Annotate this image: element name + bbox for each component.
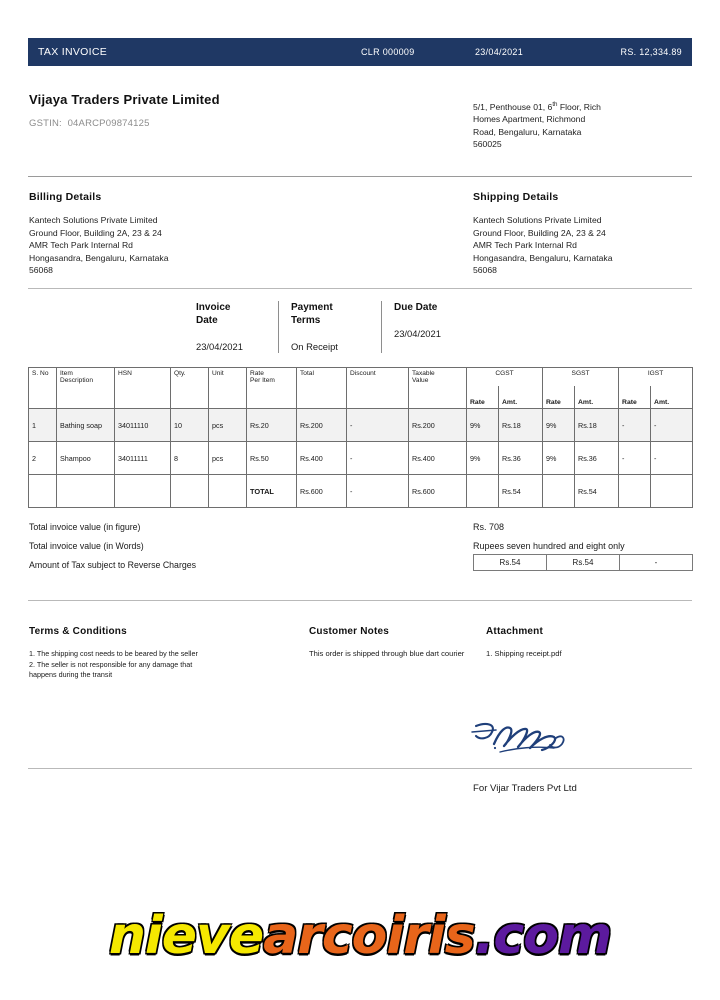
cell-cgst-amt: Rs.36	[499, 442, 543, 475]
total-cell-igst-rate	[619, 475, 651, 508]
total-cell-taxable: Rs.600	[409, 475, 467, 508]
signature-svg	[470, 718, 590, 762]
cell-sgst-amt: Rs.36	[575, 442, 619, 475]
cell-hsn: 34011111	[115, 442, 171, 475]
divider-top	[28, 176, 692, 177]
total-cell-description	[57, 475, 115, 508]
cell-total: Rs.400	[297, 442, 347, 475]
th-item-description	[57, 368, 115, 409]
summary-values	[473, 518, 625, 556]
table-row	[29, 442, 693, 475]
th-taxable-l2: Value	[412, 377, 429, 384]
th-taxable-l1: Taxable	[412, 370, 435, 377]
shipping-details-block	[473, 191, 720, 277]
th-unit: Unit	[209, 368, 247, 409]
signature-image	[470, 718, 590, 762]
reverse-charge-cgst: Rs.54	[474, 555, 547, 570]
cell-rate: Rs.20	[247, 409, 297, 442]
reverse-charges-boxes	[473, 554, 693, 571]
shipping-line2: Ground Floor, Building 2A, 23 & 24	[473, 227, 606, 238]
due-date-label-l1: Due Date	[394, 302, 438, 313]
th-sgst-amt: Amt.	[575, 386, 619, 409]
terms-line1: 1. The shipping cost needs to be beared by the seller	[29, 649, 198, 658]
table-header-group-row	[29, 368, 693, 386]
total-cell-s-no	[29, 475, 57, 508]
cell-unit: pcs	[209, 442, 247, 475]
terms-heading: Terms & Conditions	[29, 626, 127, 637]
summary-labels	[29, 518, 196, 575]
summary-label-figure: Total invoice value (in figure)	[29, 522, 141, 532]
th-igst-amt: Amt.	[651, 386, 693, 409]
cell-sgst-rate: 9%	[543, 442, 575, 475]
th-igst-rate: Rate	[619, 386, 651, 409]
cell-cgst-amt: Rs.18	[499, 409, 543, 442]
cell-total: Rs.200	[297, 409, 347, 442]
th-taxable-value	[409, 368, 467, 409]
customer-notes-text: This order is shipped through blue dart courier	[309, 649, 465, 658]
total-label: TOTAL	[247, 475, 297, 508]
terms-body	[29, 649, 289, 681]
summary-label-reverse-charges: Amount of Tax subject to Reverse Charges	[29, 560, 197, 570]
payment-terms-label-l2: Terms	[291, 315, 321, 326]
cell-taxable: Rs.200	[409, 409, 467, 442]
table-total-row	[29, 475, 693, 508]
due-date-label	[394, 301, 474, 314]
cell-sgst-rate: 9%	[543, 409, 575, 442]
cell-discount: -	[347, 442, 409, 475]
watermark-part-3: .com	[474, 906, 612, 966]
invoice-date-label-l1: Invoice	[196, 302, 231, 313]
total-cell-unit	[209, 475, 247, 508]
th-cgst-rate: Rate	[467, 386, 499, 409]
seller-address-line2: Homes Apartment, Richmond	[473, 114, 586, 125]
total-cell-cgst-rate	[467, 475, 499, 508]
billing-line2: Ground Floor, Building 2A, 23 & 24	[29, 227, 162, 238]
invoice-meta-row	[196, 301, 498, 353]
invoice-date-cell	[196, 301, 279, 353]
cell-igst-amt: -	[651, 409, 693, 442]
invoice-date-value: 23/04/2021	[196, 341, 243, 352]
th-discount: Discount	[347, 368, 409, 409]
th-item-description-l1: Item	[60, 370, 73, 377]
terms-block	[29, 626, 289, 681]
invoice-date-label	[196, 301, 266, 327]
reverse-charge-igst: -	[654, 558, 658, 567]
th-rate-l1: Rate	[250, 370, 264, 377]
cell-hsn: 34011110	[115, 409, 171, 442]
total-cell-discount: -	[347, 475, 409, 508]
cell-cgst-rate: 9%	[467, 409, 499, 442]
due-date-value: 23/04/2021	[394, 328, 441, 339]
invoice-header-amount: RS. 12,334.89	[620, 47, 682, 57]
due-date-cell	[394, 301, 486, 353]
th-s-no: S. No	[29, 368, 57, 409]
divider-signature	[28, 768, 692, 769]
invoice-header-date: 23/04/2021	[475, 47, 524, 57]
total-cell-qty	[171, 475, 209, 508]
cell-qty: 8	[171, 442, 209, 475]
seller-address-line4: 560025	[473, 139, 502, 150]
shipping-line5: 56068	[473, 265, 497, 276]
attachment-block	[486, 626, 686, 660]
seller-address-line1-post: Floor, Rich	[557, 101, 601, 112]
billing-line3: AMR Tech Park Internal Rd	[29, 240, 133, 251]
billing-address	[29, 214, 329, 277]
customer-notes-heading: Customer Notes	[309, 626, 390, 637]
table-row	[29, 409, 693, 442]
seller-gstin	[29, 118, 369, 129]
seller-address-line3: Road, Bengaluru, Karnataka	[473, 126, 582, 137]
payment-terms-label-l1: Payment	[291, 302, 333, 313]
signature-for-text: For Vijar Traders Pvt Ltd	[473, 783, 577, 794]
payment-terms-cell	[291, 301, 382, 353]
th-total: Total	[297, 368, 347, 409]
th-rate-l2: Per Item	[250, 377, 275, 384]
terms-line2: 2. The seller is not responsible for any damage that	[29, 659, 193, 669]
th-sgst-group: SGST	[543, 368, 619, 386]
cell-igst-rate: -	[619, 409, 651, 442]
th-cgst-group: CGST	[467, 368, 543, 386]
divider-middle	[28, 288, 692, 289]
payment-terms-value: On Receipt	[291, 341, 338, 352]
shipping-heading: Shipping Details	[473, 191, 559, 203]
seller-address	[473, 99, 683, 150]
divider-before-terms	[28, 600, 692, 601]
cell-sgst-amt: Rs.18	[575, 409, 619, 442]
summary-value-words: Rupees seven hundred and eight only	[473, 541, 625, 551]
total-cell-sgst-amt: Rs.54	[575, 475, 619, 508]
attachment-item[interactable]: 1. Shipping receipt.pdf	[486, 649, 562, 658]
total-cell-total: Rs.600	[297, 475, 347, 508]
total-cell-cgst-amt: Rs.54	[499, 475, 543, 508]
th-qty: Qty.	[171, 368, 209, 409]
attachment-heading: Attachment	[486, 626, 544, 637]
total-cell-igst-amt	[651, 475, 693, 508]
shipping-line3: AMR Tech Park Internal Rd	[473, 240, 577, 251]
th-sgst-rate: Rate	[543, 386, 575, 409]
payment-terms-label	[291, 301, 369, 327]
cell-qty: 10	[171, 409, 209, 442]
gstin-label: GSTIN:	[29, 118, 62, 129]
gstin-value: 04ARCP09874125	[67, 118, 150, 129]
cell-rate: Rs.50	[247, 442, 297, 475]
th-cgst-amt: Amt.	[499, 386, 543, 409]
cell-description: Bathing soap	[57, 409, 115, 442]
total-cell-hsn	[115, 475, 171, 508]
cell-description: Shampoo	[57, 442, 115, 475]
site-watermark	[0, 906, 720, 966]
seller-address-line1-pre: 5/1, Penthouse 01, 6	[473, 101, 553, 112]
shipping-line1: Kantech Solutions Private Limited	[473, 215, 602, 225]
billing-line1: Kantech Solutions Private Limited	[29, 215, 158, 225]
invoice-number: CLR 000009	[361, 47, 415, 57]
seller-address-ordinal: th	[552, 101, 558, 108]
cell-discount: -	[347, 409, 409, 442]
billing-heading: Billing Details	[29, 191, 102, 203]
billing-line5: 56068	[29, 265, 53, 276]
line-items-table	[28, 367, 693, 508]
cell-taxable: Rs.400	[409, 442, 467, 475]
invoice-title-band	[28, 38, 692, 66]
customer-notes-block	[309, 626, 509, 660]
seller-name: Vijaya Traders Private Limited	[29, 92, 220, 107]
total-cell-sgst-rate	[543, 475, 575, 508]
shipping-line4: Hongasandra, Bengaluru, Karnataka	[473, 252, 613, 263]
th-hsn: HSN	[115, 368, 171, 409]
th-igst-group: IGST	[619, 368, 693, 386]
cell-s-no: 2	[29, 442, 57, 475]
watermark-part-2: arcoiris	[263, 906, 475, 966]
summary-value-figure: Rs. 708	[473, 522, 505, 532]
terms-line3: happens during the transit	[29, 670, 113, 679]
invoice-date-label-l2: Date	[196, 315, 218, 326]
billing-line4: Hongasandra, Bengaluru, Karnataka	[29, 252, 169, 263]
th-item-description-l2: Description	[60, 377, 93, 384]
shipping-address	[473, 214, 720, 277]
seller-block	[29, 92, 369, 129]
summary-label-words: Total invoice value (in Words)	[29, 541, 144, 551]
cell-igst-amt: -	[651, 442, 693, 475]
billing-details-block	[29, 191, 329, 277]
reverse-charge-sgst: Rs.54	[547, 555, 620, 570]
cell-igst-rate: -	[619, 442, 651, 475]
cell-unit: pcs	[209, 409, 247, 442]
cell-cgst-rate: 9%	[467, 442, 499, 475]
cell-s-no: 1	[29, 409, 57, 442]
watermark-part-1: nieve	[108, 906, 264, 966]
document-title: TAX INVOICE	[38, 46, 108, 58]
th-rate-per-item	[247, 368, 297, 409]
